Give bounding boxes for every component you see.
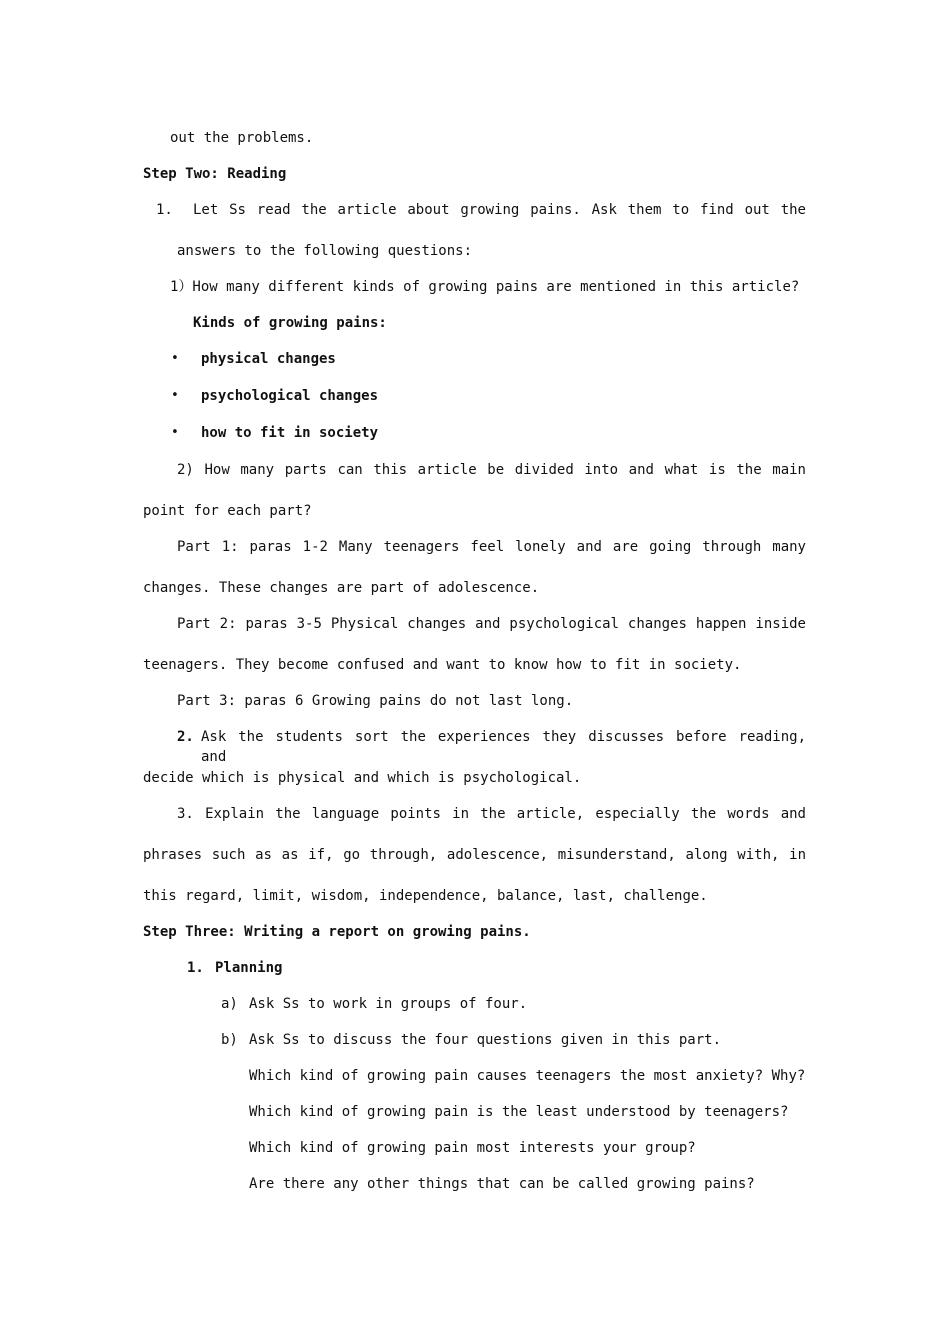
part-2-line-2: teenagers. They become confused and want to know how to fit in society. bbox=[143, 657, 742, 673]
item-1-number: 1. bbox=[156, 202, 173, 218]
part-1-line-2: changes. These changes are part of adolescence. bbox=[143, 580, 540, 596]
item-1-line-2: answers to the following questions: bbox=[177, 243, 473, 259]
item-3-line-1: 3. Explain the language points in the article, especially the words and bbox=[177, 806, 806, 822]
item-2-number: 2. bbox=[177, 729, 194, 745]
question-2-line-2: point for each part? bbox=[143, 503, 312, 519]
question-1: 1）How many different kinds of growing pains are mentioned in this article? bbox=[170, 279, 800, 295]
planning-number: 1. bbox=[187, 960, 204, 976]
item-3-line-2: phrases such as as if, go through, adolescence, misunderstand, along with, in bbox=[143, 847, 806, 863]
sub-item-a-marker: a) bbox=[221, 996, 238, 1012]
sub-item-b-text: Ask Ss to discuss the four questions given in this part. bbox=[249, 1032, 722, 1048]
step-two-heading: Step Two: Reading bbox=[143, 166, 287, 182]
bullet-icon: • bbox=[171, 388, 179, 403]
sub-item-a-text: Ask Ss to work in groups of four. bbox=[249, 996, 528, 1012]
planning-label: Planning bbox=[215, 960, 283, 976]
item-2-line-1: Ask the students sort the experiences they discusses before reading, and bbox=[201, 729, 806, 765]
discussion-question: Are there any other things that can be called growing pains? bbox=[249, 1176, 755, 1192]
kinds-heading: Kinds of growing pains: bbox=[193, 315, 387, 331]
question-2-line-1: 2) How many parts can this article be divided into and what is the main bbox=[177, 462, 806, 478]
part-1-line-1: Part 1: paras 1-2 Many teenagers feel lonely and are going through many bbox=[177, 539, 806, 555]
discussion-question: Which kind of growing pain causes teenagers the most anxiety? Why? bbox=[249, 1068, 806, 1084]
item-1-line-1: Let Ss read the article about growing pains. Ask them to find out the bbox=[193, 202, 806, 218]
list-item: physical changes bbox=[201, 351, 336, 367]
part-3: Part 3: paras 6 Growing pains do not last long. bbox=[177, 693, 574, 709]
step-three-heading: Step Three: Writing a report on growing pains. bbox=[143, 924, 531, 940]
item-2-line-2: decide which is physical and which is psychological. bbox=[143, 770, 582, 786]
continued-text: out the problems. bbox=[170, 130, 314, 146]
list-item: how to fit in society bbox=[201, 425, 379, 441]
item-3-line-3: this regard, limit, wisdom, independence, balance, last, challenge. bbox=[143, 888, 708, 904]
discussion-question: Which kind of growing pain most interests your group? bbox=[249, 1140, 696, 1156]
part-2-line-1: Part 2: paras 3-5 Physical changes and psychological changes happen inside bbox=[177, 616, 806, 632]
list-item: psychological changes bbox=[201, 388, 379, 404]
sub-item-b-marker: b) bbox=[221, 1032, 238, 1048]
bullet-icon: • bbox=[171, 351, 179, 366]
discussion-question: Which kind of growing pain is the least understood by teenagers? bbox=[249, 1104, 789, 1120]
bullet-icon: • bbox=[171, 425, 179, 440]
